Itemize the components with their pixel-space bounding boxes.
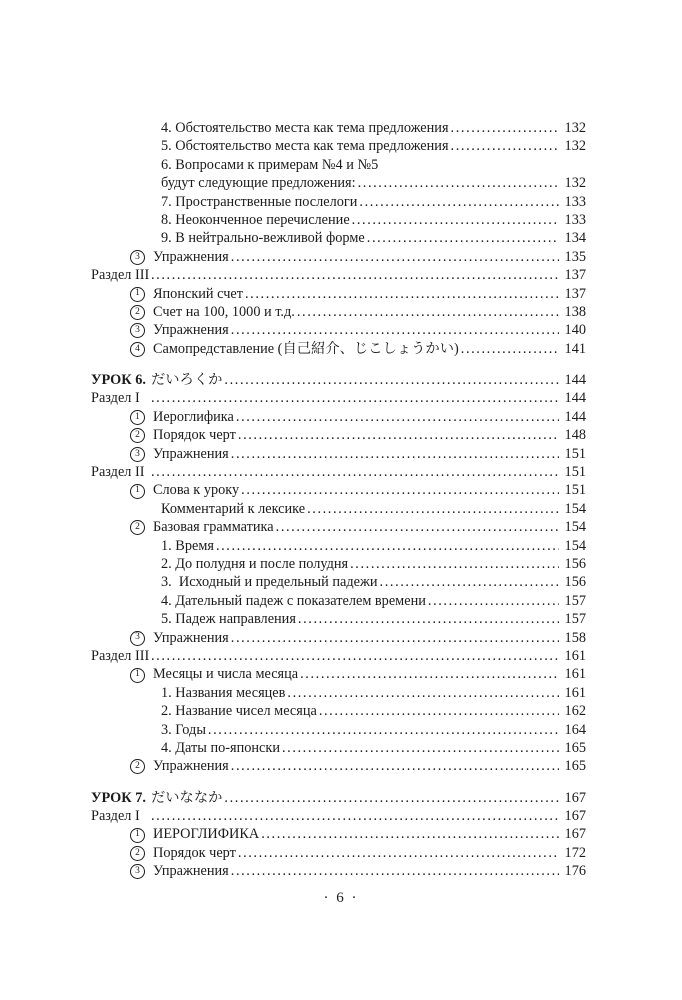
toc-entry [91,684,586,702]
toc-entry [91,573,586,591]
page-ref: 132 [564,120,586,136]
dot-leader [151,389,559,407]
dot-leader [151,266,559,284]
dot-leader [231,757,559,775]
dot-leader [367,229,559,247]
dot-leader [245,285,559,303]
circled-number-marker: 3 [130,864,145,879]
toc-entry [91,555,586,573]
page-ref: 167 [564,826,586,843]
entry-title: 1. Названия месяцев [161,684,286,701]
entry-title: 7. Пространственные послелоги [161,193,358,210]
circled-number-marker: 1 [130,410,145,425]
toc-entry [91,789,586,807]
dot-leader [238,844,559,862]
circled-number-marker: 2 [130,428,145,443]
page-ref: 161 [564,647,586,664]
circled-number-marker: 1 [130,668,145,683]
toc-entry [91,721,586,739]
toc-entry [91,757,586,775]
toc-entry [91,445,586,463]
page-ref: 140 [564,322,586,339]
circled-number-marker: 3 [130,323,145,338]
toc-entry [91,592,586,610]
toc-entry [91,119,586,137]
page-ref: 154 [564,537,586,554]
page-ref: 156 [564,555,586,572]
entry-title: 4. Дательный падеж с показателем времени [161,592,426,609]
page-ref: 161 [564,684,586,701]
entry-title: 8. Неоконченное перечисление [161,211,350,228]
dot-leader [224,371,559,389]
page-ref: 151 [564,464,586,481]
page-ref: 144 [564,408,586,425]
dot-leader [297,303,559,321]
entry-title: Упражнения [153,758,229,775]
dot-leader [231,248,559,266]
page-ref: 154 [564,500,586,517]
page-ref: 133 [564,193,586,210]
toc-entry [91,426,586,444]
entry-title: 5. Обстоятельство места как тема предложения [161,138,449,155]
toc-entry [91,408,586,426]
page-ref: 162 [564,703,586,720]
section-title: Раздел I [91,808,140,825]
page-ref: 167 [564,808,586,825]
entry-title: Порядок черт [153,844,236,861]
entry-title: Упражнения [153,322,229,339]
circled-number-marker: 1 [130,828,145,843]
circled-number-marker: 1 [130,484,145,499]
page-ref: 158 [564,629,586,646]
page-ref: 156 [564,574,586,591]
dot-leader [300,665,559,683]
page-ref: 137 [564,285,586,302]
page-ref: 132 [564,138,586,155]
dot-leader [231,629,559,647]
page-ref: 176 [564,863,586,880]
page-ref: 172 [564,844,586,861]
toc-entry [91,266,586,284]
entry-title: Упражнения [153,445,229,462]
dot-leader [282,739,559,757]
dot-leader [359,193,559,211]
entry-title: Упражнения [153,248,229,265]
circled-number-marker: 3 [130,631,145,646]
page-ref: 164 [564,721,586,738]
entry-title: Упражнения [153,863,229,880]
entry-title: 3. Годы [161,721,206,738]
toc-entry [91,481,586,499]
toc-entry [91,825,586,843]
entry-title: ИЕРОГЛИФИКА [153,826,260,843]
dot-leader [231,445,559,463]
dot-leader [261,825,559,843]
toc-entry [91,537,586,555]
page-ref: 138 [564,303,586,320]
page-ref: 161 [564,666,586,683]
section-title: Раздел II [91,464,145,481]
page-ref: 165 [564,739,586,756]
entry-title: Счет на 100, 1000 и т.д. [153,303,295,320]
entry-title: Базовая грамматика [153,519,274,536]
lesson-label: УРОК 7. [91,789,146,806]
page-ref: 157 [564,592,586,609]
dot-leader [216,537,559,555]
entry-title: 3. Исходный и предельный падежи [161,574,378,591]
dot-leader [428,592,559,610]
toc-entry [91,137,586,155]
page-ref: 151 [564,445,586,462]
page-ref: 132 [564,175,586,192]
page-ref: 154 [564,519,586,536]
dot-leader [451,119,559,137]
page-ref: 148 [564,427,586,444]
entry-title: 4. Обстоятельство места как тема предложения [161,120,449,136]
entry-title: Порядок черт [153,427,236,444]
toc-entry [91,321,586,339]
entry-title: Японский счет [153,285,243,302]
lesson-title: だいろくか [150,372,223,389]
entry-title: 6. Вопросами к примерам №4 и №5 [161,156,379,173]
toc-entry [91,610,586,628]
entry-title: 9. В нейтрально-вежливой форме [161,230,365,247]
dot-leader [231,862,559,880]
toc-entry [91,371,586,389]
dot-leader [238,426,559,444]
toc-entry [91,174,586,192]
circled-number-marker: 2 [130,520,145,535]
entry-title: Иероглифика [153,408,234,425]
dot-leader [241,481,559,499]
toc-entry [91,629,586,647]
page-ref: 144 [564,372,586,389]
entry-title: Слова к уроку [153,482,240,499]
toc-entry [91,463,586,481]
toc-entry [91,193,586,211]
dot-leader [287,684,559,702]
entry-title: Упражнения [153,629,229,646]
page-footer [0,890,682,907]
toc-entry [91,807,586,825]
circled-number-marker: 3 [130,447,145,462]
toc-entry [91,156,586,174]
section-title: Раздел III [91,267,150,284]
toc-entry [91,248,586,266]
entry-title: 1. Время [161,537,214,554]
page-ref: 151 [564,482,586,499]
toc-entry [91,665,586,683]
page-ref: 137 [564,267,586,284]
page-ref: 165 [564,758,586,775]
toc-entry [91,340,586,358]
toc-entry [91,518,586,536]
toc-entry [91,647,586,665]
entry-title: Комментарий к лексике [161,500,306,517]
dot-leader [298,610,559,628]
dot-leader [307,500,559,518]
dot-leader [276,518,559,536]
page-ref: 133 [564,211,586,228]
dot-leader [208,721,559,739]
page-ref: 141 [564,340,586,357]
entry-title: Самопредставление (自己紹介、じこしょうかい) [153,340,459,357]
toc-list [91,119,586,881]
circled-number-marker: 2 [130,759,145,774]
dot-leader [358,174,559,192]
page-number: · 6 · [323,890,359,906]
dot-leader [151,463,559,481]
dot-leader [352,211,559,229]
circled-number-marker: 4 [130,342,145,357]
toc-entry [91,844,586,862]
circled-number-marker: 1 [130,287,145,302]
entry-title: 2. До полудня и после полудня [161,555,349,572]
toc-entry [91,862,586,880]
page-ref: 135 [564,248,586,265]
page-ref: 157 [564,611,586,628]
dot-leader [461,340,559,358]
page-ref: 134 [564,230,586,247]
dot-leader [151,807,559,825]
dot-leader [151,647,559,665]
circled-number-marker: 3 [130,250,145,265]
dot-leader [236,408,559,426]
dot-leader [224,789,559,807]
lesson-label: УРОК 6. [91,372,146,389]
page-ref: 144 [564,390,586,407]
entry-title: 2. Название чисел месяца [161,703,317,720]
circled-number-marker: 2 [130,305,145,320]
entry-title: 5. Падеж направления [161,611,296,628]
dot-leader [380,573,559,591]
section-title: Раздел III [91,647,150,664]
entry-title: 4. Даты по-японски [161,739,280,756]
toc-entry [91,739,586,757]
entry-title: Месяцы и числа месяца [153,666,299,683]
lesson-title: だいななか [150,789,223,806]
section-title: Раздел I [91,390,140,407]
toc-entry [91,500,586,518]
entry-title: будут следующие предложения: [161,175,356,192]
dot-leader [231,321,559,339]
circled-number-marker: 2 [130,846,145,861]
dot-leader [451,137,559,155]
dot-leader [350,555,559,573]
toc-entry [91,211,586,229]
toc-entry [91,702,586,720]
toc-entry [91,303,586,321]
page-ref: 167 [564,789,586,806]
dot-leader [319,702,559,720]
toc-entry [91,285,586,303]
toc-entry [91,389,586,407]
toc-entry [91,229,586,247]
